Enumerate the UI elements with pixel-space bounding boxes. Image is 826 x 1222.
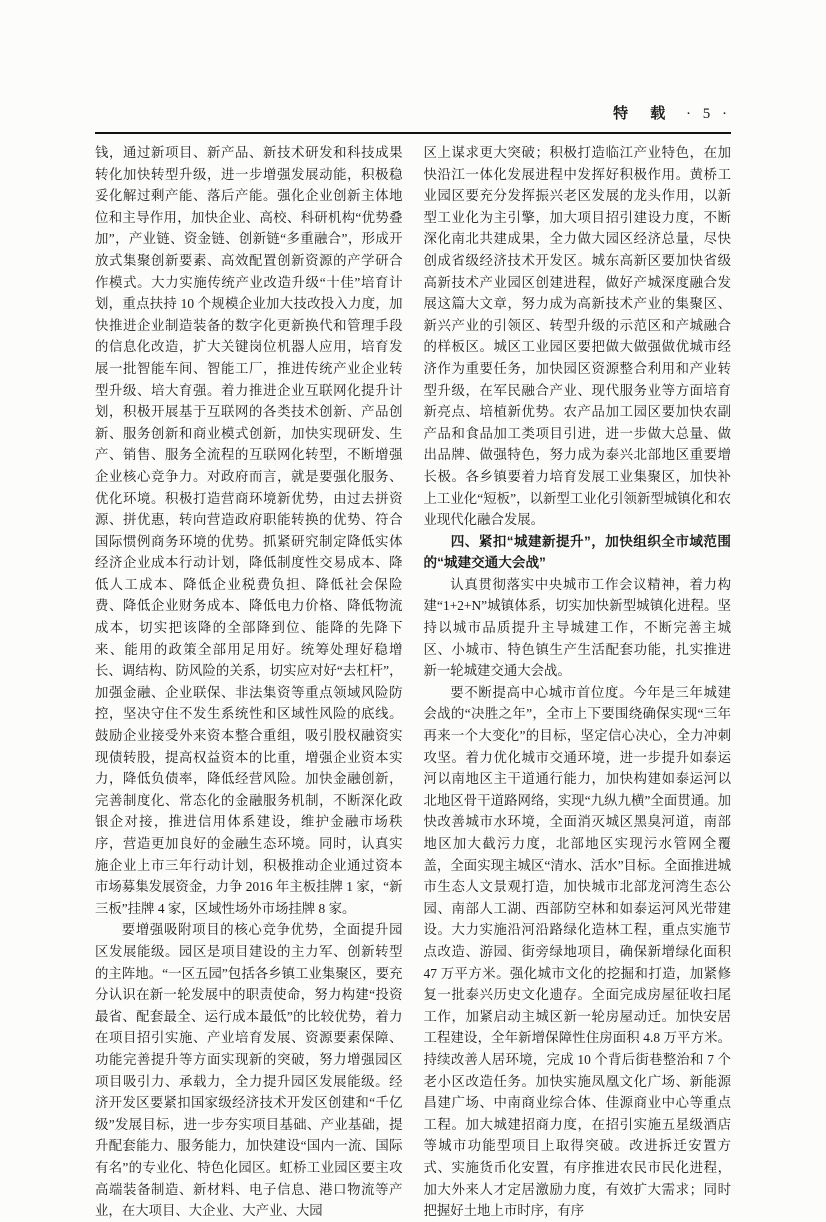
section-heading: 四、紧扣“城建新提升”，加快组织全市域范围的“城建交通大会战” bbox=[423, 533, 731, 571]
section-label: 特 载 bbox=[613, 105, 675, 122]
left-column bbox=[95, 142, 403, 1222]
paragraph: 认真贯彻落实中央城市工作会议精神，着力构建“1+2+N”城镇体系，切实加快新型城镇化进程。坚持以城市品质提升主导城建工作，不断完善主城区、小城市、特色镇生产生活配套功能，扎实推进新一轮城建交通大会战。 bbox=[423, 576, 731, 679]
header-rule bbox=[95, 132, 731, 134]
paragraph: 要增强吸附项目的核心竞争优势，全面提升园区发展能级。园区是项目建设的主力军、创新转型的主阵地。“一区五园”包括各乡镇工业集聚区，要充分认识在新一轮发展中的职责使命，努力构建“投资最省、配套最全、运行成本最低”的比较优势，着力在项目招引实施、产业培育发展、资源要素保障、功能完善提升等方面实现新的突破，努力增强园区项目吸引力、承载力，全力提升园区发展能级。经济开发区要紧扣国家级经济技术开发区创建和“千亿级”发展目标，进一步夯实项目基础、产业基础，提升配套能力、服务能力，加快建设“国内一流、国际有名”的专业化、特色化园区。虹桥工业园区要主攻高端装备制造、新材料、电子信息、港口物流等产业，在大项目、大企业、大产业、大园 bbox=[95, 922, 403, 1219]
paragraph: 要不断提高中心城市首位度。今年是三年城建会战的“决胜之年”，全市上下要围绕确保实现“三年再来一个大变化”的目标，坚定信心决心，全力冲刺攻坚。着力优化城市交通环境，进一步提升如泰运河以南地区主干道通行能力，加快构建如泰运河以北地区骨干道路网络，实现“九纵九横”全面贯通。加快改善城市水环境，全面消灭城区黑臭河道，南部地区加大截污力度，北部地区实现污水管网全覆盖，全面实现主城区“清水、活水”目标。全面推进城市生态人文景观打造，加快城市北部龙河湾生态公园、南部人工湖、西部防空林和如泰运河风光带建设。大力实施沿河沿路绿化造林工程，重点实施节点改造、游园、街旁绿地项目，确保新增绿化面积 47 万平方米。强化城市文化的挖掘和打造，加紧修复一批泰兴历史文化遗存。全面完成房屋征收扫尾工作，加紧启动主城区新一轮房屋动迁。加快安居工程建设，全年新增保障性住房面积 4.8 万平方米。持续改善人居环境，完成 10 个背后街巷整治和 7 个老小区改造任务。加快实施凤凰文化广场、新能源昌建广场、中南商业综合体、佳源商业中心等重点工程。加大城建招商力度，在招引实施五星级酒店等城市功能型项目上取得突破。改进拆迁安置方式、实施货币化安置，有序推进农民市民化进程，加大外来人才定居激励力度，有效扩大需求；同时把握好土地上市时序，有序 bbox=[423, 684, 731, 1219]
right-column bbox=[424, 142, 732, 1222]
paragraph-continued-from-previous-page: 钱，通过新项目、新产品、新技术研发和科技成果转化加快转型升级，进一步增强发展动能，积极稳妥化解过剩产能、落后产能。强化企业创新主体地位和主导作用，加快企业、高校、科研机构“优势叠加”，产业链、资金链、创新链“多重融合”，形成开放式集聚创新要素、高效配置创新资源的产学研合作模式。大力实施传统产业改造升级“十佳”培育计划，重点扶持 10 个规模企业加大技改投入力度，加快推进企业制造装备的数字化更新换代和管理手段的信息化改造，扩大关键岗位机器人应用，培育发展一批智能车间、智能工厂，推进传统产业企业转型升级、培大育强。着力推进企业互联网化提升计划，积极开展基于互联网的各类技术创新、产品创新、服务创新和商业模式创新，加快实现研发、生产、销售、服务全流程的互联网化转型，不断增强企业核心竞争力。对政府而言，就是要强化服务、优化环境。积极打造营商环境新优势，由过去拼资源、拼优惠，转向营造政府职能转换的优势、符合国际惯例商务环境的优势。抓紧研究制定降低实体经济企业成本行动计划，降低制度性交易成本、降低人工成本、降低企业税费负担、降低社会保险费、降低企业财务成本、降低电力价格、降低物流成本，切实把该降的全部降到位、能降的先降下来、能用的政策全部用足用好。统筹处理好稳增长、调结构、防风险的关系，切实应对好“去杠杆”，加强金融、企业联保、非法集资等重点领域风险防控，坚决守住不发生系统性和区域性风险的底线。鼓励企业接受外来资本整合重组，吸引股权融资实现债转股，提高权益资本的比重，增强企业资本实力，降低负债率，降低经营风险。加快金融创新，完善制度化、常态化的金融服务机制，不断深化政银企对接，推进信用体系建设，维护金融市场秩序，营造更加良好的金融生态环境。同时，认真实施企业上市三年行动计划，积极推动企业通过资本市场募集发展资金，力争 2016 年主板挂牌 1 家，“新三板”挂牌 4 家，区域性场外市场挂牌 8 家。 bbox=[95, 145, 403, 916]
text-columns bbox=[95, 142, 731, 1222]
page-number: · 5 · bbox=[686, 106, 731, 122]
paragraph-continued-from-left-column: 区上谋求更大突破；积极打造临江产业特色，在加快沿江一体化发展进程中发挥好积极作用。黄桥工业园区要充分发挥振兴老区发展的龙头作用，以新型工业化为主引擎，加大项目招引建设力度，不断深化南北共建成果，全力做大园区经济总量，尽快创成省级经济技术开发区。城东高新区要加快省级高新技术产业园区创建进程，做好产城深度融合发展这篇大文章，努力成为高新技术产业的集聚区、新兴产业的引领区、转型升级的示范区和产城融合的样板区。城区工业园区要把做大做强做优城市经济作为重要任务，加快园区资源整合利用和产业转型升级，在军民融合产业、现代服务业等方面培育新亮点、培植新优势。农产品加工园区要加快农副产品和食品加工类项目引进，进一步做大总量、做出品牌、做强特色，努力成为泰兴北部地区重要增长极。各乡镇要着力培育发展工业集聚区，加快补上工业化“短板”，以新型工业化引领新型城镇化和农业现代化融合发展。 bbox=[423, 145, 731, 528]
page-header bbox=[95, 0, 731, 124]
